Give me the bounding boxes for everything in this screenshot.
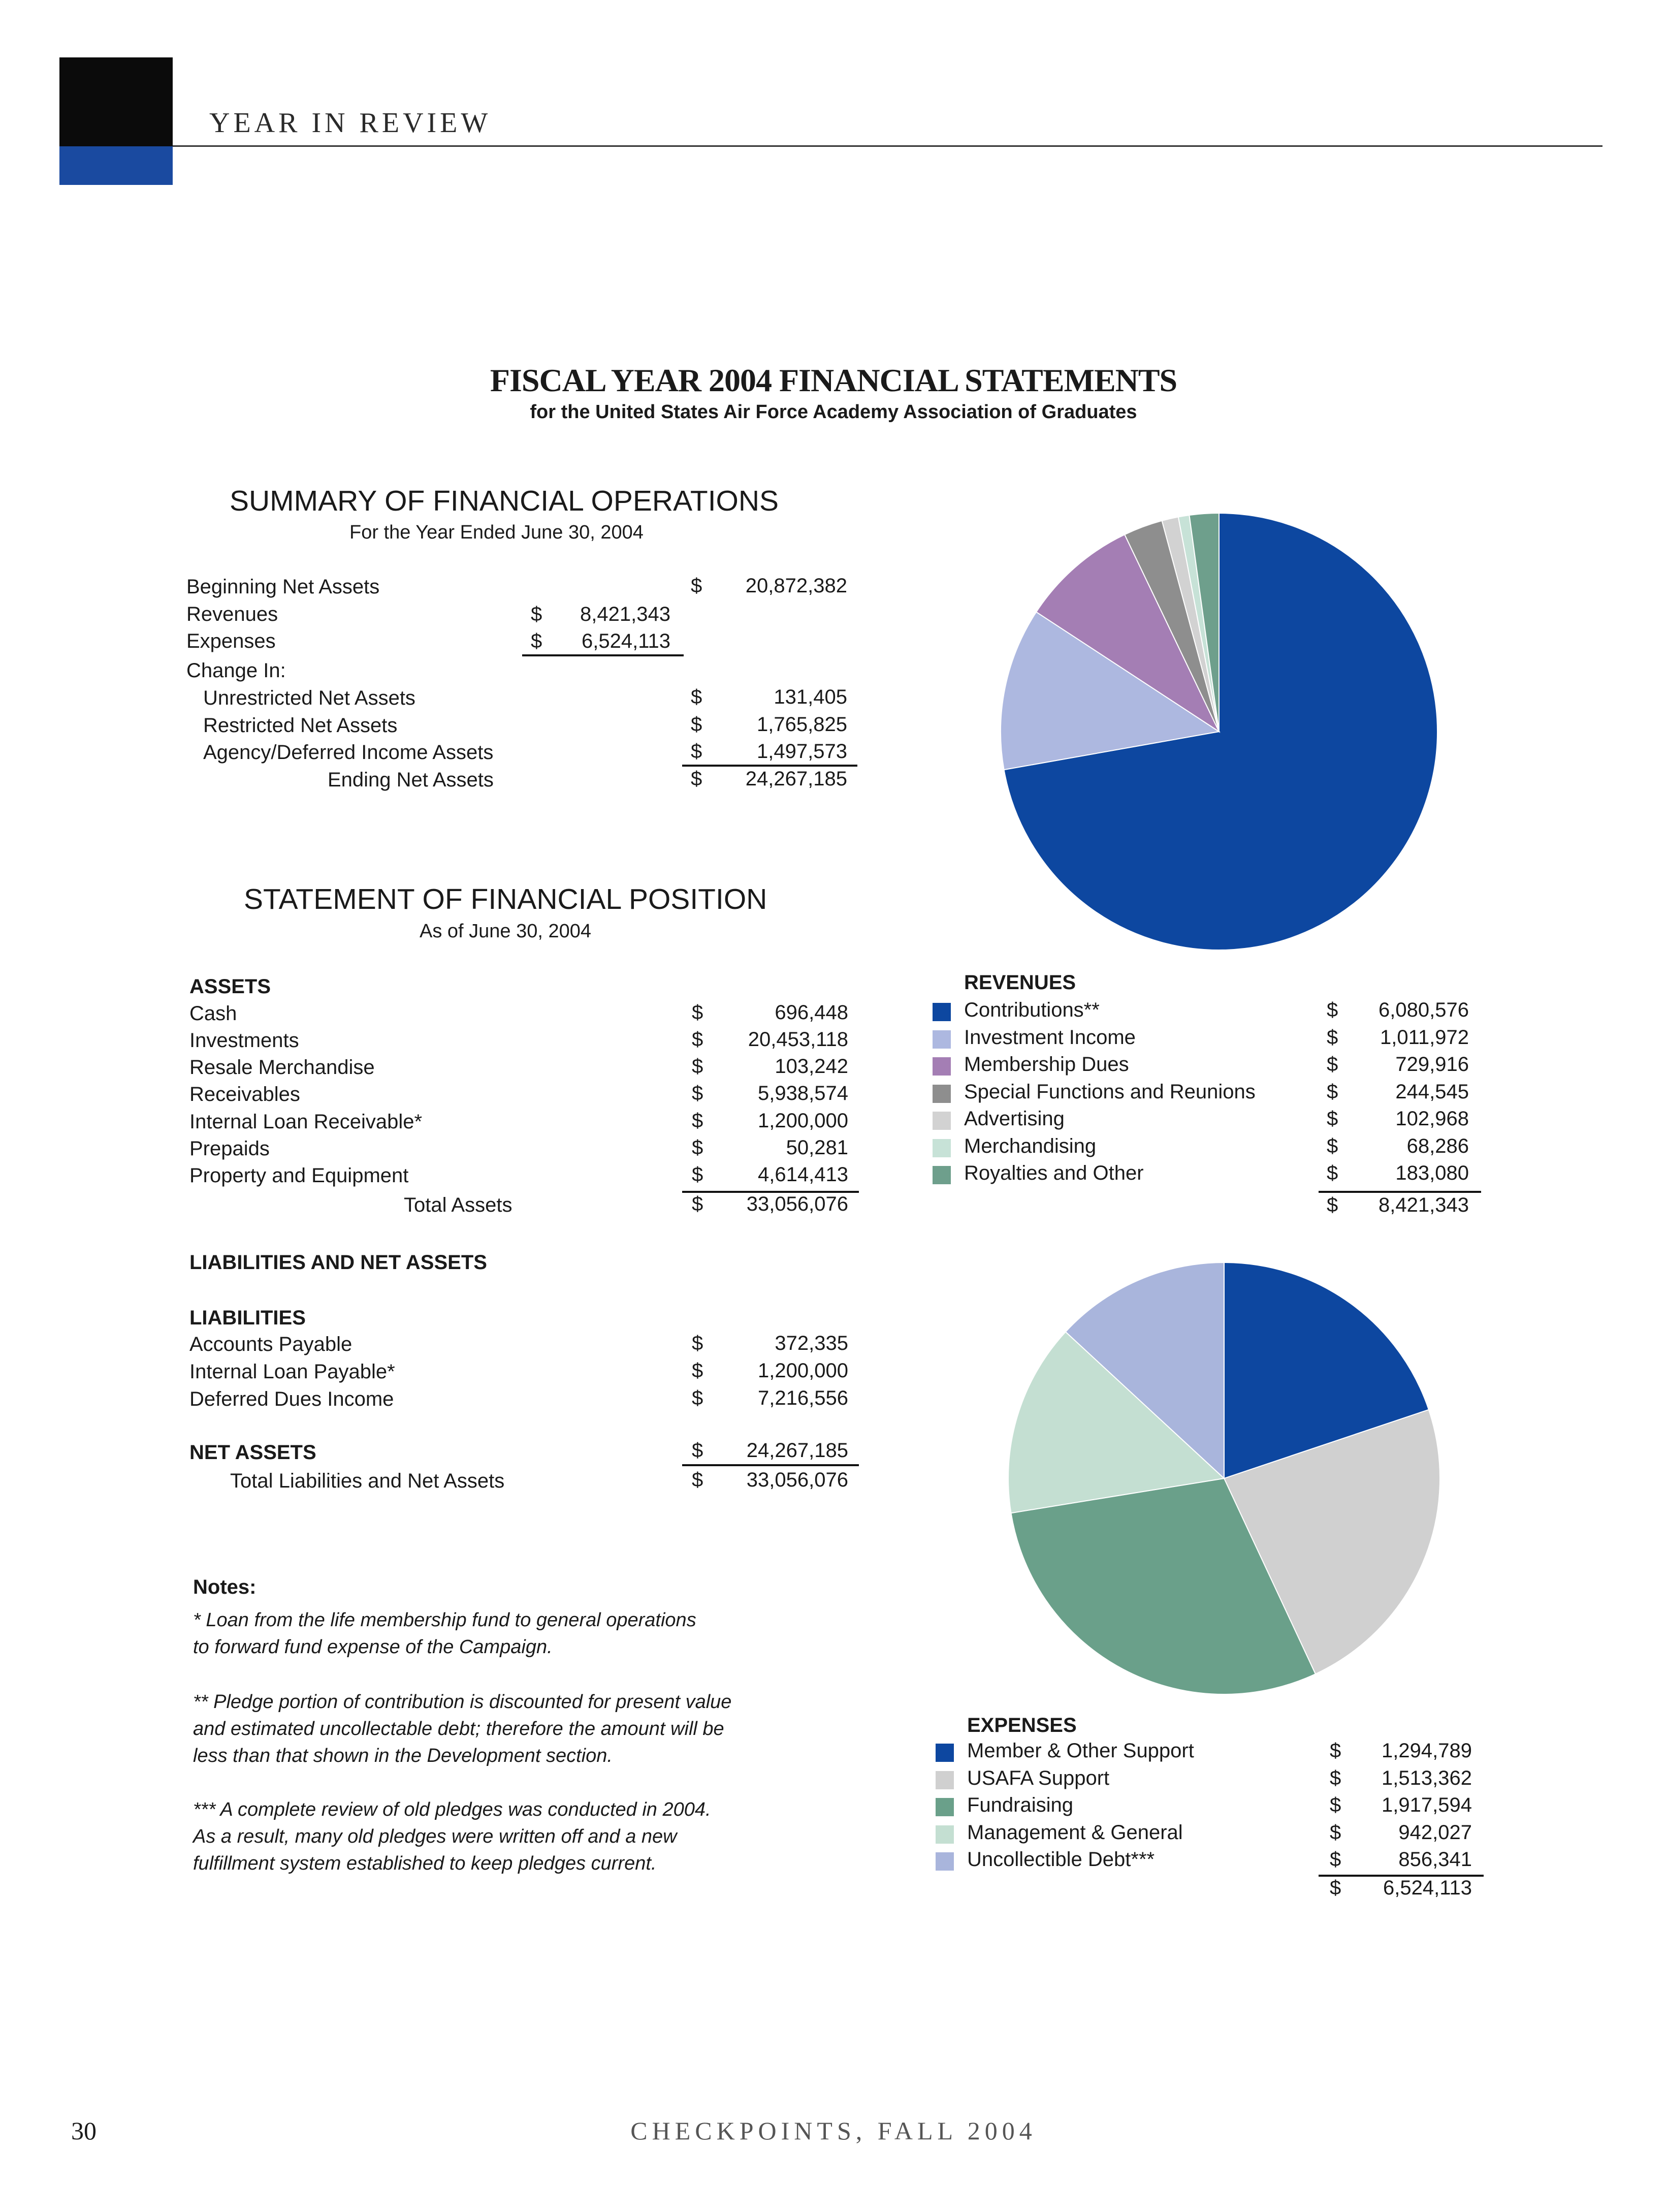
section-title: YEAR IN REVIEW xyxy=(209,107,492,139)
legend-value: 183,080 xyxy=(1395,1162,1469,1184)
note-1-line: * Loan from the life membership fund to general operations xyxy=(193,1609,696,1631)
expenses-currency: $ xyxy=(531,630,542,652)
asset-value: 696,448 xyxy=(775,1001,848,1024)
ending-label: Ending Net Assets xyxy=(328,769,494,791)
page-number: 30 xyxy=(71,2116,97,2145)
note-2-line: ** Pledge portion of contribution is discounted for present value xyxy=(193,1691,732,1713)
asset-value: 5,938,574 xyxy=(758,1082,848,1104)
total-liab-label: Total Liabilities and Net Assets xyxy=(230,1470,505,1492)
note-2-line: less than that shown in the Development section. xyxy=(193,1745,613,1766)
ending-currency: $ xyxy=(691,768,702,790)
legend-label: Membership Dues xyxy=(964,1053,1129,1076)
note-1 xyxy=(193,1607,696,1661)
legend-label: Advertising xyxy=(964,1108,1065,1130)
total-assets-currency: $ xyxy=(692,1193,703,1215)
legend-swatch xyxy=(936,1852,954,1871)
note-2 xyxy=(193,1689,731,1769)
liability-value: 1,200,000 xyxy=(758,1360,848,1382)
beginning-value: 20,872,382 xyxy=(745,575,847,597)
legend-label: Investment Income xyxy=(964,1026,1136,1049)
legend-label: Merchandising xyxy=(964,1134,1097,1157)
liability-currency: $ xyxy=(692,1332,703,1354)
legend-currency: $ xyxy=(1327,999,1338,1021)
expenses-label: Expenses xyxy=(186,630,276,652)
magazine-footer: CHECKPOINTS, FALL 2004 xyxy=(630,2116,1037,2145)
legend-label: Special Functions and Reunions xyxy=(964,1080,1256,1103)
legend-currency: $ xyxy=(1330,1740,1341,1762)
page-subtitle: for the United States Air Force Academy Association of Graduates xyxy=(530,401,1137,423)
legend-value: 68,286 xyxy=(1406,1134,1469,1157)
note-3-line: fulfillment system established to keep pledges current. xyxy=(193,1853,657,1874)
asset-currency: $ xyxy=(692,1163,703,1186)
legend-label: Contributions** xyxy=(964,999,1100,1021)
asset-label: Prepaids xyxy=(189,1137,270,1160)
net-assets-rule xyxy=(682,1464,859,1466)
agency-rule xyxy=(682,765,857,767)
total-liab-currency: $ xyxy=(692,1469,703,1491)
header-rule xyxy=(173,145,1602,147)
expenses-value: 6,524,113 xyxy=(582,630,670,652)
asset-currency: $ xyxy=(692,1110,703,1132)
legend-swatch xyxy=(933,1057,951,1076)
position-subtitle: As of June 30, 2004 xyxy=(420,921,592,942)
net-assets-currency: $ xyxy=(692,1439,703,1462)
asset-value: 50,281 xyxy=(786,1136,848,1159)
note-2-line: and estimated uncollectable debt; therefore the amount will be xyxy=(193,1718,724,1740)
legend-swatch xyxy=(933,1030,951,1049)
legend-label: Uncollectible Debt*** xyxy=(967,1848,1155,1871)
expenses-pie-chart xyxy=(996,1250,1453,1707)
note-3 xyxy=(193,1796,711,1877)
asset-label: Receivables xyxy=(189,1083,300,1105)
liab-net-header: LIABILITIES AND NET ASSETS xyxy=(189,1251,487,1274)
legend-currency: $ xyxy=(1330,1848,1341,1871)
revenues-currency: $ xyxy=(531,603,542,625)
summary-subtitle: For the Year Ended June 30, 2004 xyxy=(349,522,644,543)
legend-value: 6,080,576 xyxy=(1379,999,1469,1021)
expenses-rule xyxy=(522,654,684,656)
assets-header: ASSETS xyxy=(189,975,271,998)
agency-value: 1,497,573 xyxy=(757,740,847,763)
legend-currency: $ xyxy=(1327,1108,1338,1130)
beginning-label: Beginning Net Assets xyxy=(186,576,380,598)
restricted-label: Restricted Net Assets xyxy=(203,714,398,737)
liab-header: LIABILITIES xyxy=(189,1307,306,1329)
asset-label: Internal Loan Receivable* xyxy=(189,1111,423,1133)
legend-currency: $ xyxy=(1327,1026,1338,1049)
unrestricted-currency: $ xyxy=(691,686,702,708)
legend-currency: $ xyxy=(1327,1053,1338,1076)
liability-label: Deferred Dues Income xyxy=(189,1388,394,1410)
revenues-total-currency: $ xyxy=(1327,1194,1338,1216)
legend-currency: $ xyxy=(1327,1162,1338,1184)
legend-value: 1,917,594 xyxy=(1382,1794,1472,1816)
legend-label: Member & Other Support xyxy=(967,1740,1194,1762)
asset-label: Cash xyxy=(189,1002,237,1025)
net-assets-label: NET ASSETS xyxy=(189,1441,316,1464)
revenues-total-rule xyxy=(1319,1191,1481,1193)
unrestricted-value: 131,405 xyxy=(774,686,847,708)
legend-currency: $ xyxy=(1327,1134,1338,1157)
revenues-total-value: 8,421,343 xyxy=(1379,1194,1469,1216)
asset-currency: $ xyxy=(692,1136,703,1159)
asset-value: 20,453,118 xyxy=(748,1028,848,1051)
summary-title: SUMMARY OF FINANCIAL OPERATIONS xyxy=(230,485,779,517)
note-3-line: *** A complete review of old pledges was conducted in 2004. xyxy=(193,1799,711,1820)
asset-currency: $ xyxy=(692,1082,703,1104)
legend-label: Management & General xyxy=(967,1821,1183,1844)
note-1-line: to forward fund expense of the Campaign. xyxy=(193,1636,553,1658)
asset-value: 4,614,413 xyxy=(758,1163,848,1186)
legend-value: 1,011,972 xyxy=(1380,1026,1469,1049)
revenues-label: Revenues xyxy=(186,603,278,625)
legend-value: 244,545 xyxy=(1395,1080,1469,1103)
unrestricted-label: Unrestricted Net Assets xyxy=(203,687,415,709)
asset-label: Resale Merchandise xyxy=(189,1056,375,1079)
legend-swatch xyxy=(933,1112,951,1130)
asset-currency: $ xyxy=(692,1001,703,1024)
header-block-black xyxy=(59,57,173,146)
legend-currency: $ xyxy=(1330,1821,1341,1844)
legend-value: 729,916 xyxy=(1395,1053,1469,1076)
legend-value: 102,968 xyxy=(1395,1108,1469,1130)
change-in-label: Change In: xyxy=(186,659,286,682)
legend-swatch xyxy=(933,1139,951,1157)
revenues-value: 8,421,343 xyxy=(580,603,670,625)
agency-label: Agency/Deferred Income Assets xyxy=(203,741,494,764)
header-block-blue xyxy=(59,146,173,185)
position-title: STATEMENT OF FINANCIAL POSITION xyxy=(244,883,767,915)
legend-currency: $ xyxy=(1330,1794,1341,1816)
legend-currency: $ xyxy=(1330,1766,1341,1789)
asset-currency: $ xyxy=(692,1055,703,1078)
legend-swatch xyxy=(936,1744,954,1762)
asset-currency: $ xyxy=(692,1028,703,1051)
net-assets-value: 24,267,185 xyxy=(746,1439,848,1462)
legend-value: 856,341 xyxy=(1398,1848,1472,1871)
legend-label: Fundraising xyxy=(967,1794,1074,1816)
revenues-legend-title: REVENUES xyxy=(964,971,1076,994)
legend-swatch xyxy=(936,1771,954,1789)
legend-swatch xyxy=(936,1825,954,1844)
asset-label: Investments xyxy=(189,1029,299,1052)
liability-currency: $ xyxy=(692,1387,703,1409)
liability-currency: $ xyxy=(692,1360,703,1382)
asset-value: 1,200,000 xyxy=(758,1110,848,1132)
expenses-total-currency: $ xyxy=(1330,1877,1341,1899)
legend-value: 1,513,362 xyxy=(1382,1766,1472,1789)
legend-label: USAFA Support xyxy=(967,1766,1110,1789)
restricted-value: 1,765,825 xyxy=(757,713,847,736)
total-assets-label: Total Assets xyxy=(404,1194,512,1216)
asset-label: Property and Equipment xyxy=(189,1164,409,1187)
expenses-total-value: 6,524,113 xyxy=(1383,1877,1472,1899)
notes-header: Notes: xyxy=(193,1576,257,1598)
note-3-line: As a result, many old pledges were written off and a new xyxy=(193,1826,677,1847)
liability-value: 7,216,556 xyxy=(758,1387,848,1409)
legend-swatch xyxy=(933,1003,951,1021)
legend-value: 1,294,789 xyxy=(1382,1740,1472,1762)
expenses-legend-title: EXPENSES xyxy=(967,1714,1077,1736)
liability-label: Accounts Payable xyxy=(189,1333,352,1355)
legend-swatch xyxy=(933,1166,951,1184)
agency-currency: $ xyxy=(691,740,702,763)
revenues-pie-chart xyxy=(980,493,1458,970)
legend-swatch xyxy=(933,1085,951,1103)
beginning-currency: $ xyxy=(691,575,702,597)
legend-value: 942,027 xyxy=(1398,1821,1472,1844)
legend-swatch xyxy=(936,1798,954,1816)
asset-value: 103,242 xyxy=(775,1055,848,1078)
legend-label: Royalties and Other xyxy=(964,1162,1144,1184)
liability-value: 372,335 xyxy=(775,1332,848,1354)
ending-value: 24,267,185 xyxy=(745,768,847,790)
total-liab-value: 33,056,076 xyxy=(746,1469,848,1491)
liability-label: Internal Loan Payable* xyxy=(189,1361,395,1383)
legend-currency: $ xyxy=(1327,1080,1338,1103)
restricted-currency: $ xyxy=(691,713,702,736)
total-assets-value: 33,056,076 xyxy=(746,1193,848,1215)
page-title: FISCAL YEAR 2004 FINANCIAL STATEMENTS xyxy=(490,362,1177,398)
